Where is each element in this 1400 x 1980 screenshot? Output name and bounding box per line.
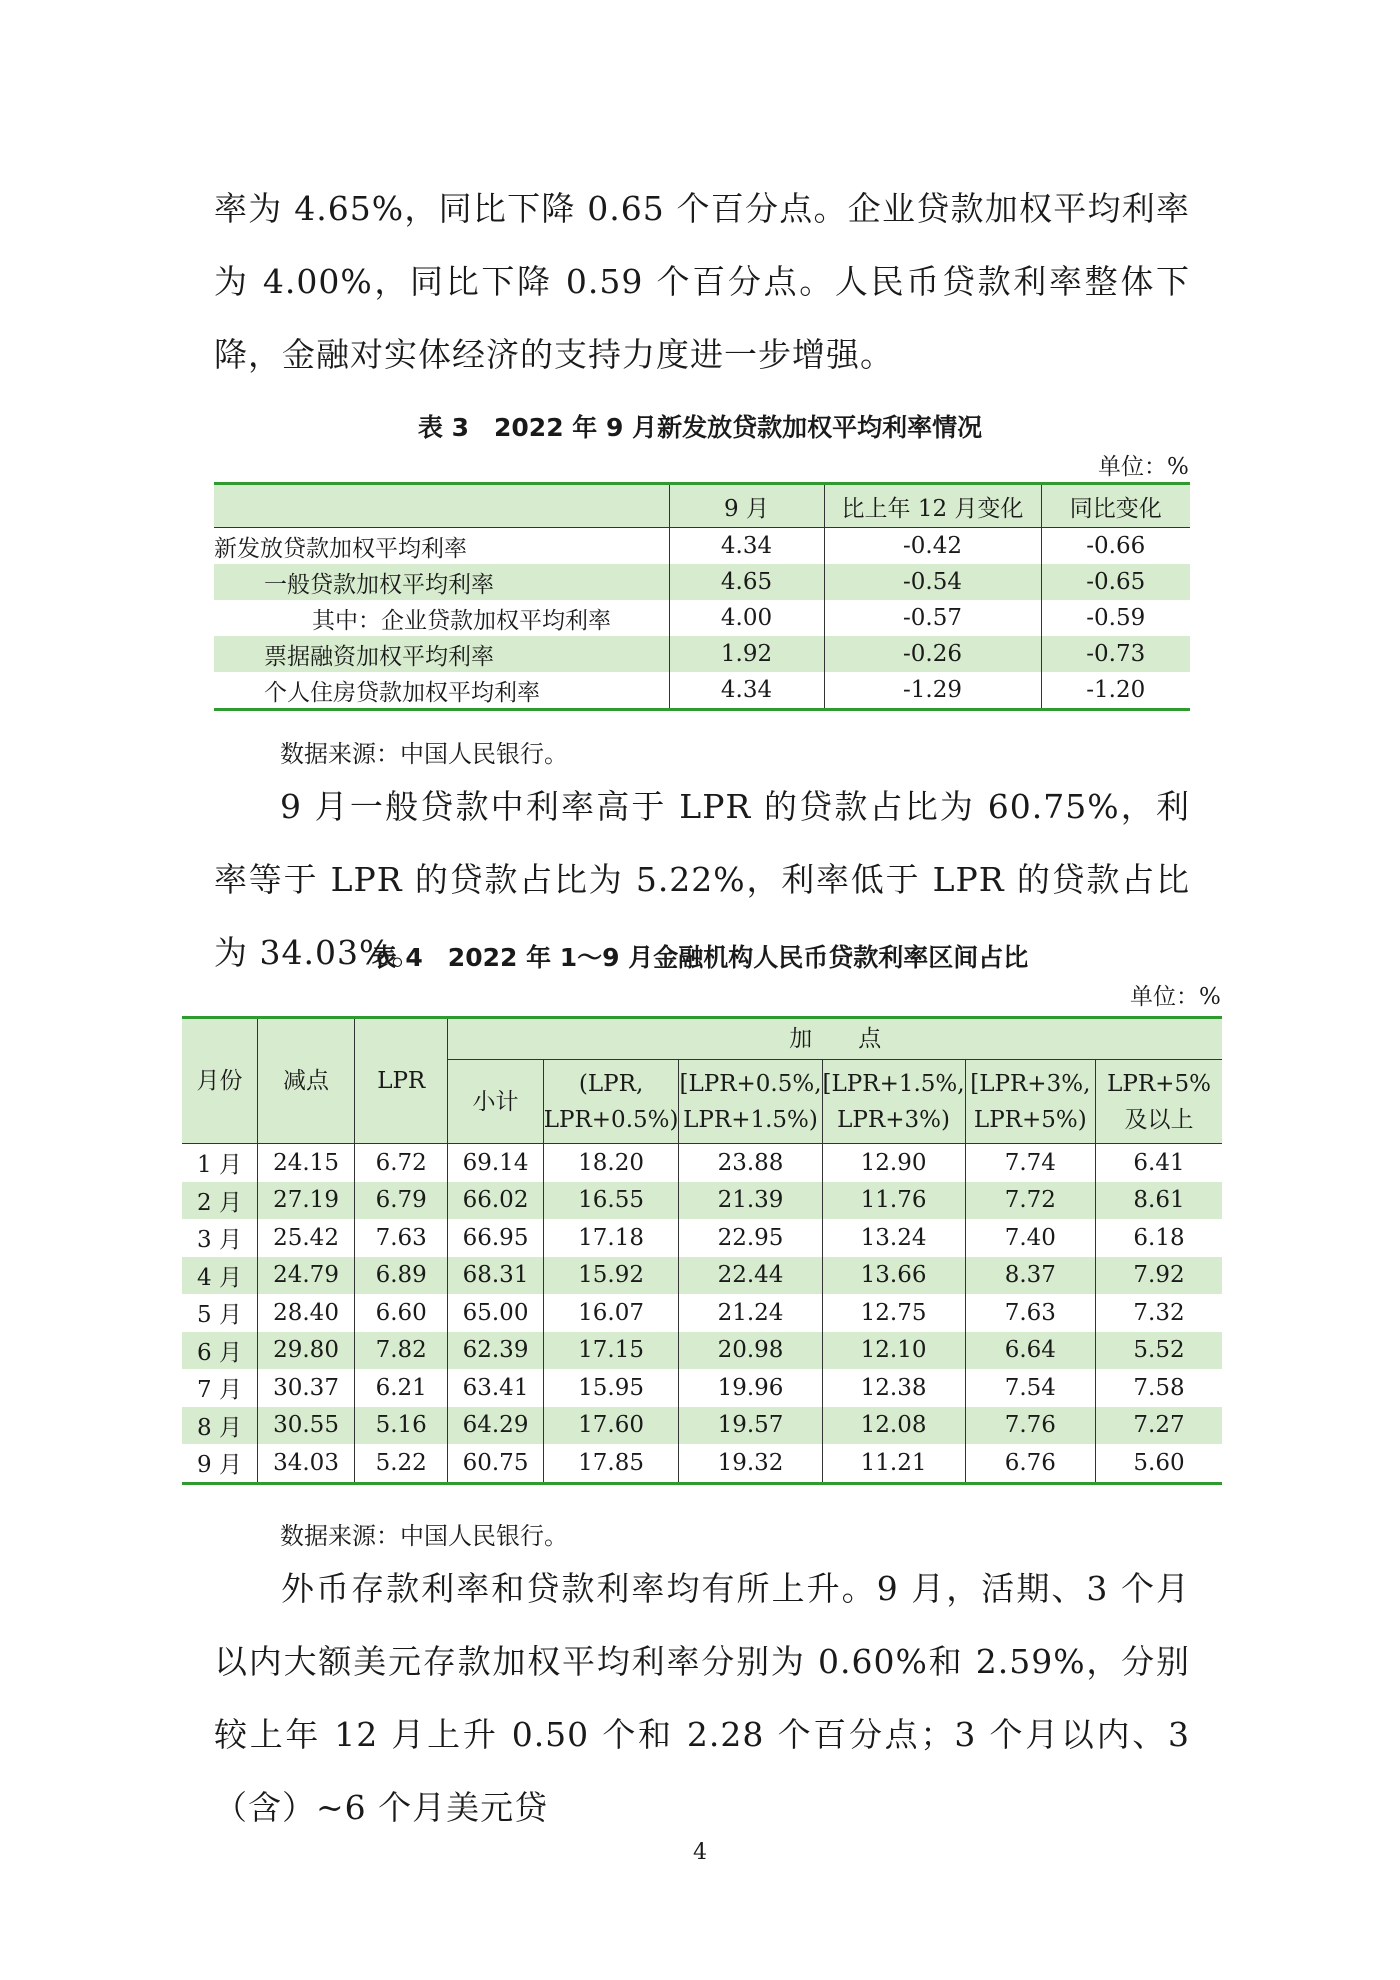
table4-cell-range3: 11.76 — [822, 1182, 965, 1220]
table4-cell-range4: 8.37 — [965, 1257, 1095, 1295]
table3-cell-yoy: -0.73 — [1041, 636, 1190, 672]
table4-cell-lpr: 7.63 — [355, 1219, 448, 1257]
table4-cell-range4: 6.76 — [965, 1444, 1095, 1483]
table4-cell-range1: 15.92 — [543, 1257, 679, 1295]
table4-cell-subtotal: 69.14 — [448, 1144, 543, 1182]
table3-unit: 单位：% — [1098, 454, 1189, 480]
table4-cell-range2: 20.98 — [679, 1332, 822, 1370]
table4-cell-month: 8 月 — [182, 1407, 258, 1445]
page-number: 4 — [693, 1840, 707, 1865]
table4-header-range3-b: LPR+3%) — [837, 1106, 950, 1133]
table4-cell-range5: 8.61 — [1096, 1182, 1222, 1220]
table4-cell-minus: 30.55 — [258, 1407, 355, 1445]
table4-cell-month: 5 月 — [197, 1302, 242, 1329]
table4-cell-month: 6 月 — [182, 1332, 258, 1370]
table4-cell-lpr: 5.16 — [355, 1407, 448, 1445]
table4-cell-minus: 27.19 — [258, 1182, 355, 1220]
table3-cell-sep: 4.65 — [669, 564, 824, 600]
table4-cell-lpr: 6.21 — [355, 1369, 448, 1407]
table3-cell-sep: 4.34 — [669, 672, 824, 710]
table4-cell-range1: 18.20 — [543, 1144, 679, 1182]
table4-row — [182, 1444, 1222, 1483]
table3-header-yoy: 同比变化 — [1041, 484, 1190, 528]
table3-row — [214, 672, 1190, 710]
table4-cell-minus: 34.03 — [258, 1444, 355, 1483]
table4-cell-lpr: 6.72 — [355, 1144, 448, 1182]
table4-cell-month: 9 月 — [197, 1452, 242, 1479]
table3-row-label: 个人住房贷款加权平均利率 — [264, 679, 540, 706]
table3-cell-vs-dec: -0.26 — [824, 636, 1041, 672]
table4-header-range2 — [679, 1060, 822, 1144]
table4-cell-minus: 30.37 — [258, 1369, 355, 1407]
table4-header-range3 — [822, 1060, 965, 1144]
table4-cell-range4: 7.54 — [965, 1369, 1095, 1407]
table3-caption: 表 3 2022 年 9 月新发放贷款加权平均利率情况 — [417, 413, 983, 442]
table4-caption: 表 4 2022 年 1～9 月金融机构人民币贷款利率区间占比 — [371, 943, 1029, 972]
table4-cell-range4: 7.40 — [965, 1219, 1095, 1257]
table4-cell-lpr: 5.22 — [355, 1444, 448, 1483]
paragraph-1: 率为 4.65%，同比下降 0.65 个百分点。企业贷款加权平均利率为 4.00%，同比下降 0.59 个百分点。人民币贷款利率整体下降，金融对实体经济的支持力度进一步增强。 — [214, 189, 1190, 374]
table4-cell-subtotal: 63.41 — [448, 1369, 543, 1407]
table4-row — [182, 1182, 1222, 1220]
table4-cell-range4: 7.63 — [965, 1294, 1095, 1332]
table3-header-blank — [214, 484, 669, 528]
table4-cell-lpr: 6.60 — [355, 1294, 448, 1332]
table4-cell-month: 4 月 — [182, 1257, 258, 1295]
table4-cell-lpr: 6.79 — [355, 1182, 448, 1220]
table4-cell-subtotal: 60.75 — [448, 1444, 543, 1483]
table4-cell-range5: 5.52 — [1096, 1332, 1222, 1370]
table4-cell-range2: 19.32 — [679, 1444, 822, 1483]
table4-cell-range2: 21.24 — [679, 1294, 822, 1332]
table3-cell-sep: 4.00 — [669, 600, 824, 636]
table4-header-range5 — [1096, 1060, 1222, 1144]
table4-cell-subtotal: 68.31 — [448, 1257, 543, 1295]
table4-row — [182, 1257, 1222, 1295]
table3-cell-yoy: -0.65 — [1041, 564, 1190, 600]
table3-cell-yoy: -0.59 — [1041, 600, 1190, 636]
table3-cell-vs-dec: -0.54 — [824, 564, 1041, 600]
table3-header-vs-dec: 比上年 12 月变化 — [824, 484, 1041, 528]
table4-cell-subtotal: 66.95 — [448, 1219, 543, 1257]
table4-cell-month: 2 月 — [182, 1182, 258, 1220]
table4-cell-minus: 24.15 — [258, 1144, 355, 1182]
table4-header-range1-b: LPR+0.5%) — [543, 1106, 679, 1133]
table3-row-label: 新发放贷款加权平均利率 — [214, 535, 467, 562]
table4-cell-range5: 7.92 — [1096, 1257, 1222, 1295]
paragraph-2-text: 9 月一般贷款中利率高于 LPR 的贷款占比为 60.75%，利率等于 LPR 的贷款占比为 5.22%，利率低于 LPR 的贷款占比为 34.03%。 — [214, 787, 1190, 972]
table4-header-range1-a: (LPR, — [578, 1070, 644, 1097]
table4-cell-range4: 7.72 — [965, 1182, 1095, 1220]
table4-header-month: 月份 — [182, 1018, 258, 1144]
table4-header-range4-b: LPR+5%) — [973, 1106, 1087, 1133]
table4-cell-range3: 12.08 — [822, 1407, 965, 1445]
table4-cell-range2: 21.39 — [679, 1182, 822, 1220]
table3-source: 数据来源：中国人民银行。 — [280, 740, 568, 768]
table4-cell-range5: 7.32 — [1096, 1294, 1222, 1332]
table4-cell-range1: 17.18 — [543, 1219, 679, 1257]
table4-cell-subtotal: 64.29 — [448, 1407, 543, 1445]
table4-cell-month: 3 月 — [197, 1227, 242, 1254]
table4-row — [182, 1144, 1222, 1182]
table4-cell-lpr: 7.82 — [355, 1332, 448, 1370]
table4-row — [182, 1407, 1222, 1445]
table4-cell-month: 1 月 — [197, 1152, 242, 1179]
table4-cell-range5: 7.58 — [1096, 1369, 1222, 1407]
table4-cell-range5: 6.18 — [1096, 1219, 1222, 1257]
table4-cell-range3: 12.38 — [822, 1369, 965, 1407]
table4-cell-lpr: 6.89 — [355, 1257, 448, 1295]
table4-cell-range4: 7.76 — [965, 1407, 1095, 1445]
table3-row-label: 票据融资加权平均利率 — [214, 636, 669, 672]
table3-cell-sep: 1.92 — [669, 636, 824, 672]
table4-cell-range3: 13.66 — [822, 1257, 965, 1295]
table4-cell-subtotal: 65.00 — [448, 1294, 543, 1332]
table3-cell-yoy: -0.66 — [1041, 528, 1190, 565]
table4-header-range5-b: 及以上 — [1124, 1106, 1194, 1133]
table3-header-sep: 9 月 — [669, 484, 824, 528]
paragraph-3-text: 外币存款利率和贷款利率均有所上升。9 月，活期、3 个月以内大额美元存款加权平均利率分别为 0.60%和 2.59%，分别较上年 12 月上升 0.50 个和 2.28 个百分点；3 个月以内、3（含）~6 个月美元贷 — [214, 1569, 1190, 1827]
table4-cell-minus: 25.42 — [258, 1219, 355, 1257]
table4-header-range2-b: LPR+1.5%) — [683, 1106, 818, 1133]
table4-cell-subtotal: 62.39 — [448, 1332, 543, 1370]
table4-cell-subtotal: 66.02 — [448, 1182, 543, 1220]
table3-row-label: 一般贷款加权平均利率 — [214, 564, 669, 600]
table4-header-plus: 加 点 — [448, 1018, 1222, 1060]
table4-row — [182, 1294, 1222, 1332]
table4-cell-minus: 29.80 — [258, 1332, 355, 1370]
table3-row — [214, 636, 1190, 672]
table4-cell-range3: 13.24 — [822, 1219, 965, 1257]
table3-row — [214, 564, 1190, 600]
table3 — [214, 482, 1190, 711]
table4-cell-range5: 7.27 — [1096, 1407, 1222, 1445]
table3-row — [214, 528, 1190, 565]
table4-source: 数据来源：中国人民银行。 — [280, 1522, 568, 1550]
table4-cell-range2: 19.57 — [679, 1407, 822, 1445]
paragraph-3 — [214, 1552, 1190, 1844]
table4-header-minus: 减点 — [258, 1018, 355, 1144]
table4-cell-range3: 12.75 — [822, 1294, 965, 1332]
table3-cell-sep: 4.34 — [669, 528, 824, 565]
table4-header-range3-a: [LPR+1.5%, — [822, 1070, 965, 1097]
table4-cell-range3: 12.90 — [822, 1144, 965, 1182]
table4-header-range2-a: [LPR+0.5%, — [679, 1070, 822, 1097]
table4-cell-range2: 19.96 — [679, 1369, 822, 1407]
table4-cell-range5: 6.41 — [1096, 1144, 1222, 1182]
table4-cell-range2: 23.88 — [679, 1144, 822, 1182]
table4-cell-range1: 16.55 — [543, 1182, 679, 1220]
table4-row — [182, 1332, 1222, 1370]
table4-header-range4-a: [LPR+3%, — [970, 1070, 1091, 1097]
table3-cell-vs-dec: -0.57 — [824, 600, 1041, 636]
table4-header-subtotal: 小计 — [448, 1060, 543, 1144]
table4-cell-range1: 15.95 — [543, 1369, 679, 1407]
table3-cell-vs-dec: -0.42 — [824, 528, 1041, 565]
table3-cell-vs-dec: -1.29 — [824, 672, 1041, 710]
table4-unit: 单位：% — [1130, 984, 1221, 1010]
table4-header-range4 — [965, 1060, 1095, 1144]
table4-cell-range1: 16.07 — [543, 1294, 679, 1332]
table4-cell-range3: 11.21 — [822, 1444, 965, 1483]
table4-cell-range4: 6.64 — [965, 1332, 1095, 1370]
table4-header-lpr: LPR — [355, 1018, 448, 1144]
table4-cell-range1: 17.15 — [543, 1332, 679, 1370]
table4-cell-minus: 24.79 — [258, 1257, 355, 1295]
table3-row — [214, 600, 1190, 636]
table4-cell-range3: 12.10 — [822, 1332, 965, 1370]
table4-header-range1 — [543, 1060, 679, 1144]
table4-cell-range2: 22.44 — [679, 1257, 822, 1295]
table4-header-range5-a: LPR+5% — [1107, 1070, 1211, 1097]
table4-cell-range2: 22.95 — [679, 1219, 822, 1257]
table4-row — [182, 1219, 1222, 1257]
table4-cell-range5: 5.60 — [1096, 1444, 1222, 1483]
table4-row — [182, 1369, 1222, 1407]
table4-cell-minus: 28.40 — [258, 1294, 355, 1332]
table3-cell-yoy: -1.20 — [1041, 672, 1190, 710]
table4 — [182, 1016, 1222, 1485]
table4-cell-month: 7 月 — [197, 1377, 242, 1404]
table4-cell-range4: 7.74 — [965, 1144, 1095, 1182]
table4-cell-range1: 17.85 — [543, 1444, 679, 1483]
table3-row-label: 其中：企业贷款加权平均利率 — [312, 607, 611, 634]
table4-cell-range1: 17.60 — [543, 1407, 679, 1445]
